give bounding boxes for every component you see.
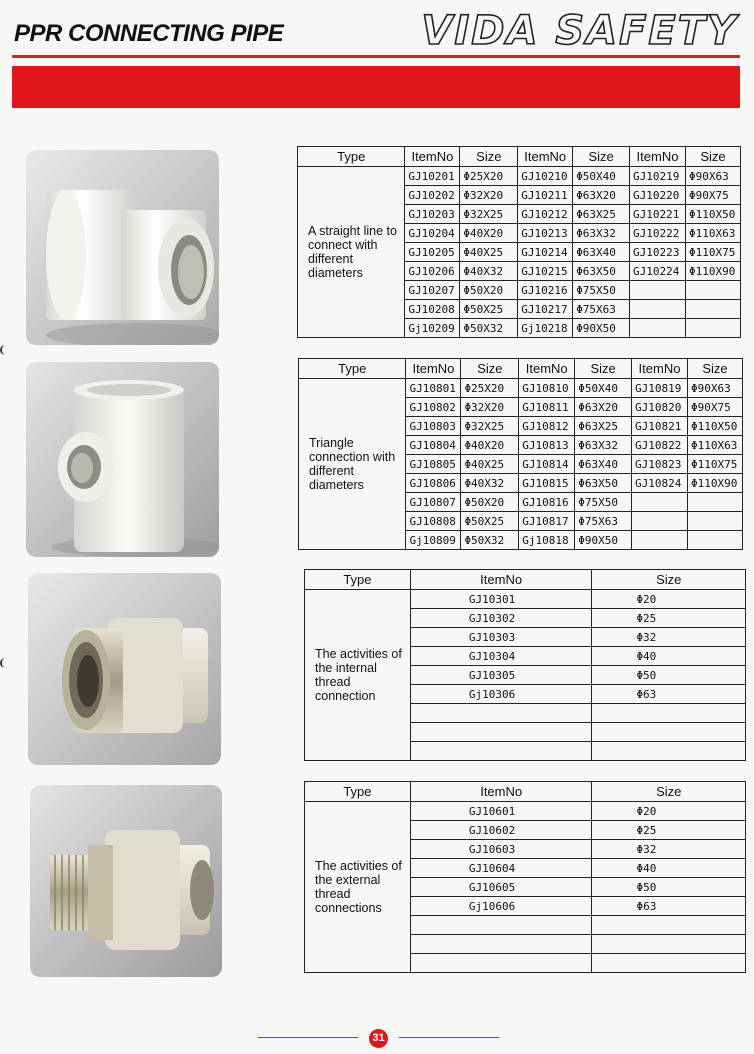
column-header: Size	[592, 570, 746, 590]
column-header: ItemNo	[518, 147, 573, 167]
external-thread-table	[304, 781, 746, 973]
size-cell: Φ63X25	[575, 417, 632, 436]
size-cell: Φ40	[592, 647, 746, 666]
item-no-cell: GJ10211	[518, 186, 573, 205]
type-description: Triangle connection with different diameters	[299, 379, 406, 550]
type-description: A straight line to connect with different diameters	[298, 167, 405, 338]
size-cell	[685, 300, 740, 319]
item-no-cell: GJ10601	[410, 802, 592, 821]
item-no-cell	[410, 935, 592, 954]
item-no-cell: GJ10815	[519, 474, 575, 493]
size-cell: Φ90X75	[687, 398, 742, 417]
size-cell: Φ20	[592, 802, 746, 821]
triangle-tee-table	[298, 358, 743, 550]
size-cell: Φ50X32	[461, 531, 519, 550]
size-cell	[592, 704, 746, 723]
item-no-cell: GJ10816	[519, 493, 575, 512]
item-no-cell: GJ10811	[519, 398, 575, 417]
size-cell: Φ63X50	[573, 262, 630, 281]
binding-mark	[0, 658, 10, 668]
size-cell: Φ50X40	[575, 379, 632, 398]
column-header: Size	[592, 782, 746, 802]
table-row	[298, 167, 741, 186]
item-no-cell: GJ10805	[406, 455, 461, 474]
column-header: Size	[687, 359, 742, 379]
size-cell: Φ50X20	[460, 281, 518, 300]
item-no-cell: GJ10823	[632, 455, 688, 474]
item-no-cell: GJ10806	[406, 474, 461, 493]
reducer-photo	[26, 150, 219, 345]
item-no-cell: GJ10208	[405, 300, 460, 319]
size-cell: Φ90X63	[685, 167, 740, 186]
size-cell	[592, 935, 746, 954]
item-no-cell: GJ10820	[632, 398, 688, 417]
size-cell: Φ32X25	[460, 205, 518, 224]
item-no-cell: GJ10201	[405, 167, 460, 186]
type-description: The activities of the external thread connections	[305, 802, 411, 973]
size-cell	[687, 512, 742, 531]
column-header: Type	[298, 147, 405, 167]
item-no-cell: GJ10217	[518, 300, 573, 319]
table-row	[305, 590, 746, 609]
size-cell: Φ63X40	[575, 455, 632, 474]
internal-thread-union-photo	[28, 573, 221, 765]
column-header: Size	[461, 359, 519, 379]
item-no-cell	[410, 723, 592, 742]
table-row	[305, 802, 746, 821]
size-cell: Φ32	[592, 628, 746, 647]
item-no-cell	[410, 742, 592, 761]
size-cell: Φ110X50	[687, 417, 742, 436]
column-header: Size	[575, 359, 632, 379]
size-cell	[592, 916, 746, 935]
size-cell: Φ75X63	[573, 300, 630, 319]
item-no-cell: GJ10221	[630, 205, 686, 224]
item-no-cell: GJ10212	[518, 205, 573, 224]
item-no-cell: GJ10205	[405, 243, 460, 262]
page-title: PPR CONNECTING PIPE	[14, 20, 284, 47]
size-cell: Φ90X75	[685, 186, 740, 205]
external-thread-union-photo	[30, 785, 222, 977]
column-header: ItemNo	[410, 782, 592, 802]
size-cell: Φ40X32	[460, 262, 518, 281]
item-no-cell: GJ10219	[630, 167, 686, 186]
column-header: ItemNo	[519, 359, 575, 379]
item-no-cell: GJ10819	[632, 379, 688, 398]
table-header-row	[305, 570, 746, 590]
item-no-cell: GJ10216	[518, 281, 573, 300]
item-no-cell: GJ10301	[410, 590, 592, 609]
item-no-cell: GJ10206	[405, 262, 460, 281]
size-cell: Φ32X20	[460, 186, 518, 205]
type-description: The activities of the internal thread connection	[305, 590, 411, 761]
item-no-cell: GJ10303	[410, 628, 592, 647]
size-cell: Φ25X20	[461, 379, 519, 398]
item-no-cell	[632, 512, 688, 531]
item-no-cell: GJ10224	[630, 262, 686, 281]
size-cell	[592, 742, 746, 761]
item-no-cell: Gj10209	[405, 319, 460, 338]
size-cell: Φ25	[592, 609, 746, 628]
item-no-cell: GJ10305	[410, 666, 592, 685]
size-cell: Φ25	[592, 821, 746, 840]
size-cell: Φ110X50	[685, 205, 740, 224]
item-no-cell: Gj10809	[406, 531, 461, 550]
item-no-cell: GJ10207	[405, 281, 460, 300]
item-no-cell	[410, 916, 592, 935]
item-no-cell: GJ10802	[406, 398, 461, 417]
size-cell: Φ63X50	[575, 474, 632, 493]
item-no-cell: GJ10214	[518, 243, 573, 262]
item-no-cell: GJ10220	[630, 186, 686, 205]
size-cell: Φ50X25	[460, 300, 518, 319]
item-no-cell: GJ10202	[405, 186, 460, 205]
size-cell: Φ75X63	[575, 512, 632, 531]
size-cell	[685, 281, 740, 300]
table-header-row	[305, 782, 746, 802]
column-header: ItemNo	[406, 359, 461, 379]
column-header: Type	[299, 359, 406, 379]
size-cell: Φ110X63	[685, 224, 740, 243]
item-no-cell	[632, 493, 688, 512]
item-no-cell: GJ10215	[518, 262, 573, 281]
size-cell: Φ110X90	[687, 474, 742, 493]
size-cell: Φ40X20	[460, 224, 518, 243]
size-cell: Φ110X75	[687, 455, 742, 474]
column-header: ItemNo	[405, 147, 460, 167]
item-no-cell: Gj10218	[518, 319, 573, 338]
size-cell: Φ50	[592, 666, 746, 685]
item-no-cell: GJ10821	[632, 417, 688, 436]
tee-photo	[26, 362, 219, 557]
size-cell: Φ20	[592, 590, 746, 609]
item-no-cell: GJ10203	[405, 205, 460, 224]
column-header: Type	[305, 570, 411, 590]
size-cell: Φ40X25	[461, 455, 519, 474]
item-no-cell	[630, 300, 686, 319]
item-no-cell: GJ10807	[406, 493, 461, 512]
item-no-cell	[630, 281, 686, 300]
size-cell: Φ63X32	[575, 436, 632, 455]
item-no-cell: GJ10213	[518, 224, 573, 243]
size-cell: Φ32	[592, 840, 746, 859]
table-header-row	[299, 359, 743, 379]
size-cell: Φ110X63	[687, 436, 742, 455]
item-no-cell: GJ10602	[410, 821, 592, 840]
size-cell: Φ25X20	[460, 167, 518, 186]
size-cell: Φ63X40	[573, 243, 630, 262]
item-no-cell: GJ10210	[518, 167, 573, 186]
item-no-cell: GJ10814	[519, 455, 575, 474]
column-header: ItemNo	[632, 359, 688, 379]
size-cell	[592, 954, 746, 973]
size-cell: Φ75X50	[575, 493, 632, 512]
size-cell: Φ40X25	[460, 243, 518, 262]
column-header: ItemNo	[630, 147, 686, 167]
page-number: 31	[369, 1029, 388, 1048]
item-no-cell: Gj10818	[519, 531, 575, 550]
size-cell	[592, 723, 746, 742]
header-rule	[12, 55, 740, 58]
item-no-cell	[630, 319, 686, 338]
size-cell	[687, 531, 742, 550]
footer-rule-right	[399, 1037, 499, 1038]
table-row	[299, 379, 743, 398]
item-no-cell: GJ10804	[406, 436, 461, 455]
item-no-cell: GJ10304	[410, 647, 592, 666]
size-cell: Φ50X25	[461, 512, 519, 531]
size-cell: Φ63	[592, 685, 746, 704]
item-no-cell: GJ10222	[630, 224, 686, 243]
size-cell: Φ110X90	[685, 262, 740, 281]
size-cell: Φ50X20	[461, 493, 519, 512]
item-no-cell: GJ10204	[405, 224, 460, 243]
size-cell: Φ50X32	[460, 319, 518, 338]
size-cell: Φ32X25	[461, 417, 519, 436]
column-header: Size	[573, 147, 630, 167]
size-cell: Φ50	[592, 878, 746, 897]
item-no-cell: GJ10822	[632, 436, 688, 455]
item-no-cell: GJ10603	[410, 840, 592, 859]
internal-thread-table	[304, 569, 746, 761]
size-cell	[685, 319, 740, 338]
size-cell: Φ63X20	[575, 398, 632, 417]
size-cell: Φ90X50	[575, 531, 632, 550]
size-cell: Φ90X63	[687, 379, 742, 398]
size-cell: Φ63X32	[573, 224, 630, 243]
item-no-cell: GJ10812	[519, 417, 575, 436]
item-no-cell: GJ10223	[630, 243, 686, 262]
size-cell	[687, 493, 742, 512]
item-no-cell: GJ10801	[406, 379, 461, 398]
item-no-cell: GJ10824	[632, 474, 688, 493]
binding-mark	[0, 345, 10, 355]
size-cell: Φ40X32	[461, 474, 519, 493]
size-cell: Φ40	[592, 859, 746, 878]
table-header-row	[298, 147, 741, 167]
size-cell: Φ63	[592, 897, 746, 916]
size-cell: Φ40X20	[461, 436, 519, 455]
item-no-cell: Gj10606	[410, 897, 592, 916]
straight-reducer-table	[297, 146, 741, 338]
item-no-cell: GJ10808	[406, 512, 461, 531]
size-cell: Φ32X20	[461, 398, 519, 417]
item-no-cell: GJ10604	[410, 859, 592, 878]
item-no-cell: GJ10810	[519, 379, 575, 398]
column-header: ItemNo	[410, 570, 592, 590]
size-cell: Φ110X75	[685, 243, 740, 262]
item-no-cell	[632, 531, 688, 550]
footer-rule-left	[258, 1037, 358, 1038]
item-no-cell: GJ10803	[406, 417, 461, 436]
item-no-cell: GJ10302	[410, 609, 592, 628]
size-cell: Φ50X40	[573, 167, 630, 186]
column-header: Type	[305, 782, 411, 802]
item-no-cell	[410, 954, 592, 973]
size-cell: Φ75X50	[573, 281, 630, 300]
brand-logo: VIDA SAFETY	[421, 8, 738, 54]
header-red-bar	[12, 66, 740, 108]
item-no-cell: GJ10813	[519, 436, 575, 455]
size-cell: Φ63X25	[573, 205, 630, 224]
column-header: Size	[685, 147, 740, 167]
item-no-cell: Gj10306	[410, 685, 592, 704]
size-cell: Φ63X20	[573, 186, 630, 205]
item-no-cell: GJ10817	[519, 512, 575, 531]
item-no-cell	[410, 704, 592, 723]
column-header: Size	[460, 147, 518, 167]
size-cell: Φ90X50	[573, 319, 630, 338]
item-no-cell: GJ10605	[410, 878, 592, 897]
